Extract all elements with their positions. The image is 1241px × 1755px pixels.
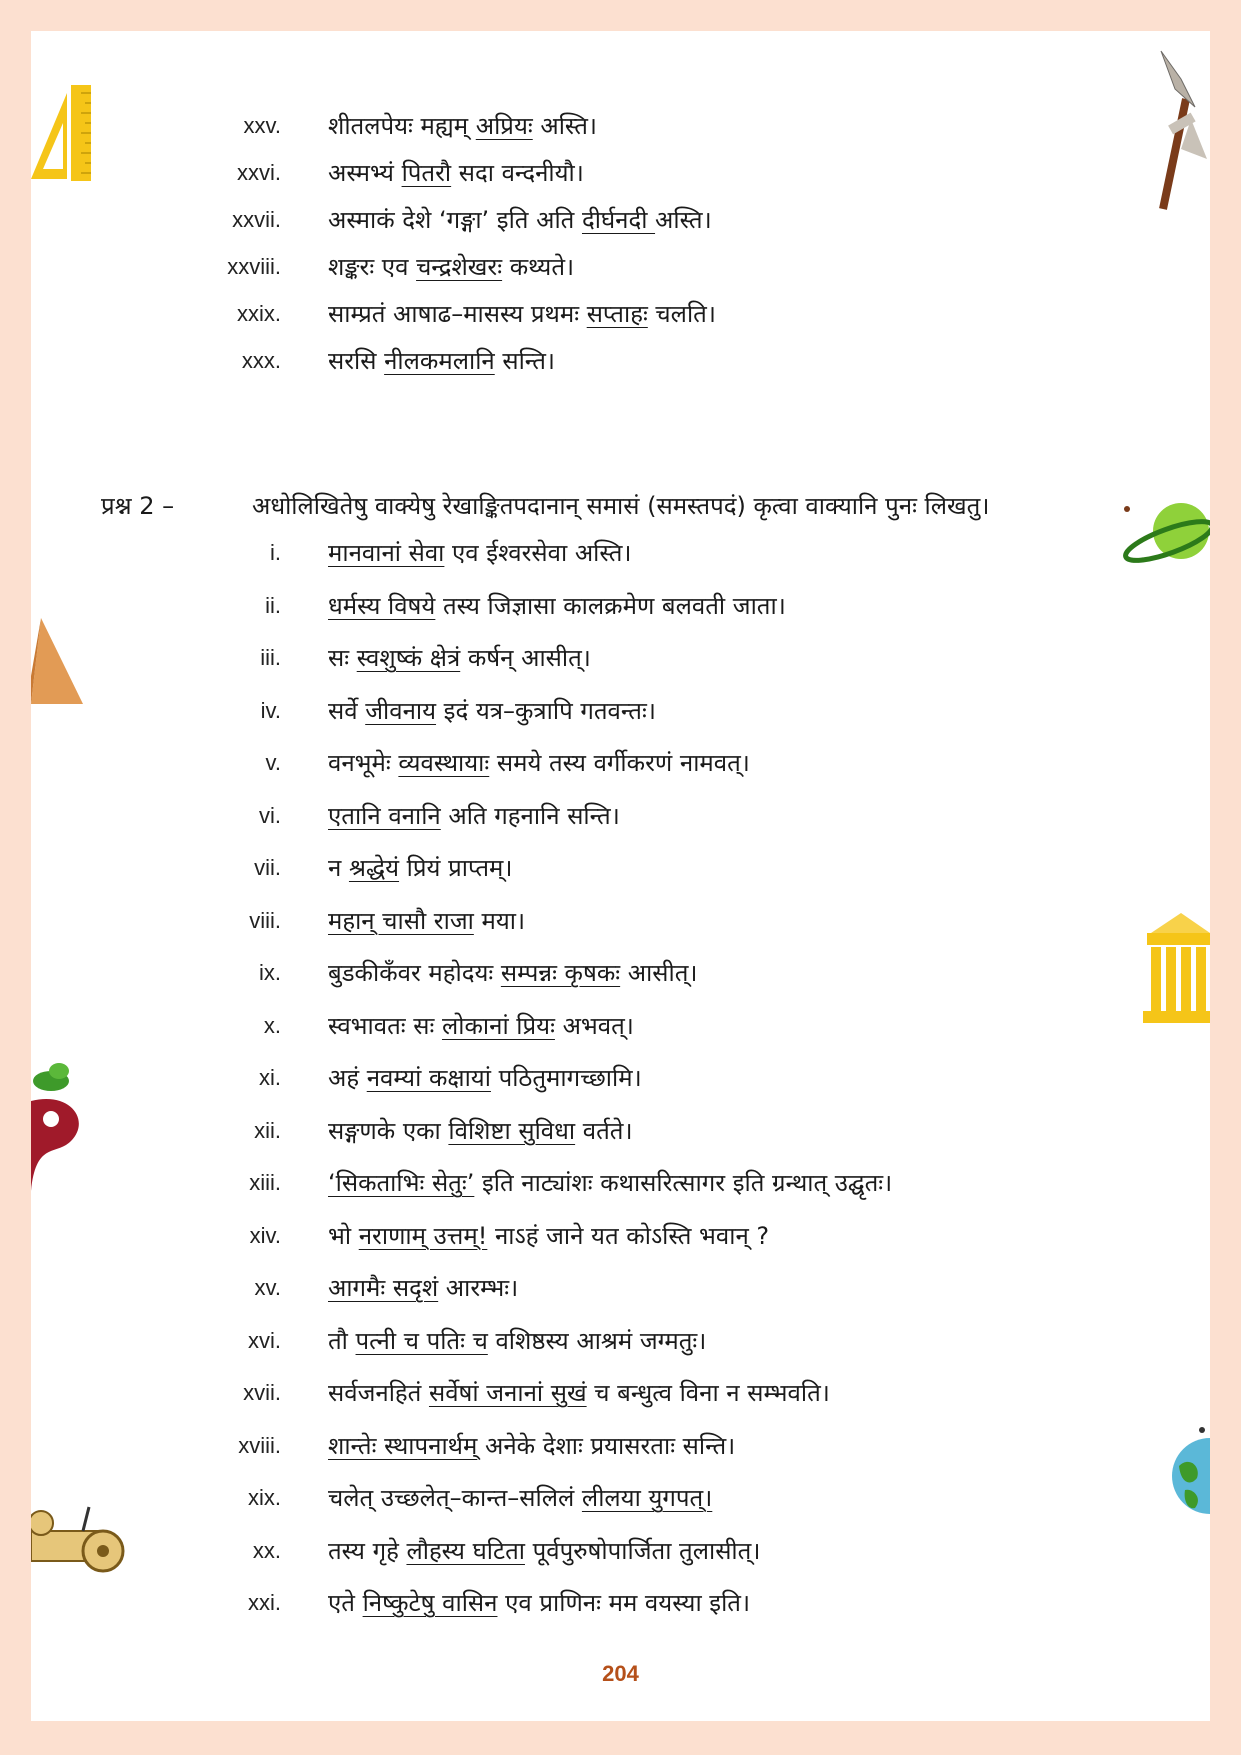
sentence-text xyxy=(328,341,555,381)
plain-phrase: एव प्राणिनः मम वयस्या इति। xyxy=(497,1589,751,1617)
sentence-item xyxy=(31,796,1210,836)
item-number: xx. xyxy=(252,1537,281,1563)
sentence-item xyxy=(31,1531,1210,1571)
plain-phrase: वर्तते। xyxy=(575,1116,633,1145)
plain-phrase: वनभूमेः xyxy=(328,749,399,777)
plain-phrase: आरम्भः। xyxy=(438,1274,519,1302)
plain-phrase: सरसि xyxy=(328,347,385,375)
plain-phrase: सङ्गणके एका xyxy=(328,1116,449,1145)
underlined-phrase: लौहस्य घटिता xyxy=(406,1536,525,1565)
sentence-item xyxy=(31,153,1210,193)
item-number: vii. xyxy=(254,855,281,880)
underlined-phrase: व्यवस्थायाः xyxy=(398,749,490,777)
item-number: xxix. xyxy=(237,301,281,326)
plain-phrase: प्रियं प्राप्तम्। xyxy=(399,854,513,882)
sentence-text xyxy=(328,106,597,146)
sentence-item xyxy=(31,1006,1210,1046)
plain-phrase: अस्ति। xyxy=(532,112,598,140)
item-number: xxi. xyxy=(248,1590,281,1615)
question-heading xyxy=(31,486,1210,526)
plain-phrase: अभवत्। xyxy=(554,1011,634,1040)
plain-phrase: चलेत् उच्छलेत्–कान्त–सलिलं xyxy=(328,1484,582,1512)
plain-phrase: अहं xyxy=(328,1064,367,1092)
underlined-phrase: सर्वेषां जनानां सुखं xyxy=(428,1379,587,1407)
plain-phrase: एते xyxy=(328,1589,363,1617)
item-number: iv. xyxy=(260,697,281,723)
plain-phrase: पठितुमागच्छामि। xyxy=(490,1064,642,1092)
underlined-phrase: एतानि वनानि xyxy=(328,801,441,830)
item-number: ix. xyxy=(259,960,281,985)
question-label: प्रश्न 2 – xyxy=(101,492,175,520)
sentence-item xyxy=(31,953,1210,993)
underlined-phrase: लीलया युगपत्। xyxy=(581,1484,713,1512)
underlined-phrase: लोकानां प्रियः xyxy=(441,1011,555,1040)
sentence-text xyxy=(328,153,584,193)
sentence-item xyxy=(31,1583,1210,1623)
sentence-text xyxy=(328,953,698,993)
plain-phrase: सर्वजनहितं xyxy=(328,1379,429,1407)
sentence-item xyxy=(31,1478,1210,1518)
sentence-item xyxy=(31,1426,1210,1466)
sentence-item xyxy=(31,1111,1210,1151)
sentence-text xyxy=(328,1321,706,1361)
underlined-phrase: जीवनाय xyxy=(365,696,437,725)
plain-phrase: अस्मभ्यं xyxy=(328,159,402,187)
plain-phrase: वशिष्ठस्य आश्रमं जग्मतुः। xyxy=(487,1326,707,1355)
underlined-phrase: चन्द्रशेखरः xyxy=(416,253,503,281)
plain-phrase: एव ईश्वरसेवा अस्ति। xyxy=(444,539,632,567)
sentence-item xyxy=(31,1163,1210,1203)
item-number: v. xyxy=(265,750,281,775)
item-number: iii. xyxy=(260,645,281,670)
sentence-text xyxy=(328,1006,634,1046)
plain-phrase: बुडकीकँवर महोदयः xyxy=(328,959,501,987)
underlined-phrase: सप्ताहः xyxy=(586,300,648,328)
plain-phrase: सर्वे xyxy=(328,696,366,725)
item-number: xviii. xyxy=(238,1432,281,1458)
sentence-item xyxy=(31,1373,1210,1413)
sentence-text xyxy=(328,1268,518,1308)
underlined-phrase: स्वशुष्कं क्षेत्रं xyxy=(356,644,461,672)
underlined-phrase: श्रद्धेयं xyxy=(348,854,400,882)
underlined-phrase: ‘सिकताभिः सेतुः’ xyxy=(328,1169,475,1197)
underlined-phrase: पितरौ xyxy=(401,159,452,187)
item-number: xiv. xyxy=(249,1222,281,1248)
underlined-phrase: सम्पन्नः कृषकः xyxy=(500,959,621,987)
item-number: xxv. xyxy=(243,113,281,138)
plain-phrase: कथ्यते। xyxy=(502,253,575,281)
underlined-phrase: नवम्यां कक्षायां xyxy=(366,1064,491,1092)
underlined-phrase: आगमैः सदृशं xyxy=(328,1274,439,1302)
sentence-item xyxy=(31,247,1210,287)
item-number: xxvii. xyxy=(232,207,281,232)
plain-phrase: शङ्करः एव xyxy=(328,253,417,281)
sentence-text xyxy=(328,200,712,240)
sentence-text xyxy=(328,1111,633,1151)
plain-phrase: स्वभावतः सः xyxy=(328,1011,442,1040)
plain-phrase: नाऽहं जाने यत कोऽस्ति भवान् ? xyxy=(487,1221,770,1250)
sentence-item xyxy=(31,1321,1210,1361)
sentence-text xyxy=(328,848,513,888)
underlined-phrase: निष्कुटेषु वासिन xyxy=(362,1589,498,1617)
item-number: xxx. xyxy=(241,348,281,373)
plain-phrase: आसीत्। xyxy=(620,959,698,987)
item-number: vi. xyxy=(259,802,281,828)
plain-phrase: शीतलपेयः मह्यम् xyxy=(328,112,476,140)
item-number: xv. xyxy=(254,1275,281,1300)
item-number: xxviii. xyxy=(227,254,281,279)
plain-phrase: तस्य जिज्ञासा कालक्रमेण बलवती जाता। xyxy=(435,591,786,620)
sentence-item xyxy=(31,848,1210,888)
plain-phrase: सदा वन्दनीयौ। xyxy=(451,159,584,187)
underlined-phrase: धर्मस्य विषये xyxy=(328,591,436,620)
plain-phrase: तस्य गृहे xyxy=(328,1536,407,1565)
sentence-text xyxy=(328,1163,892,1203)
sentence-item xyxy=(31,294,1210,334)
sentence-item xyxy=(31,1058,1210,1098)
item-number: i. xyxy=(270,540,281,565)
sentence-text xyxy=(328,1583,750,1623)
plain-phrase: कर्षन् आसीत्। xyxy=(460,644,591,672)
sentence-item xyxy=(31,743,1210,783)
underlined-phrase: पत्नी च पतिः च xyxy=(355,1326,488,1355)
plain-phrase: सन्ति। xyxy=(494,347,555,375)
sentence-item xyxy=(31,638,1210,678)
sentence-item xyxy=(31,341,1210,381)
item-number: ii. xyxy=(265,592,281,618)
sentence-text xyxy=(328,1058,642,1098)
sentence-text xyxy=(328,901,525,941)
item-number: viii. xyxy=(249,907,281,933)
underlined-phrase: मानवानां सेवा xyxy=(328,539,445,567)
item-number: xvi. xyxy=(248,1327,281,1353)
plain-phrase: पूर्वपुरुषोपार्जिता तुलासीत्। xyxy=(524,1536,761,1565)
item-number: xix. xyxy=(248,1485,281,1510)
item-number: xiii. xyxy=(249,1170,281,1195)
sentence-text xyxy=(328,1531,760,1571)
plain-phrase: साम्प्रतं आषाढ–मासस्य प्रथमः xyxy=(328,300,587,328)
sentence-text xyxy=(328,1216,769,1256)
sentence-text xyxy=(328,533,632,573)
underlined-phrase: नराणाम् उत्तम्! xyxy=(358,1221,488,1250)
underlined-phrase: विशिष्टा सुविधा xyxy=(448,1116,576,1145)
sentence-text xyxy=(328,247,574,287)
sentence-text xyxy=(328,1373,830,1413)
sentence-item xyxy=(31,901,1210,941)
underlined-phrase: अप्रियः xyxy=(475,112,533,140)
sentence-item xyxy=(31,533,1210,573)
plain-phrase: अति गहनानि सन्ति। xyxy=(440,801,620,830)
sentence-text xyxy=(328,586,786,626)
underlined-phrase: नीलकमलानि xyxy=(384,347,495,375)
sentence-item xyxy=(31,1268,1210,1308)
page-number: 204 xyxy=(602,1661,639,1686)
sentence-item xyxy=(31,200,1210,240)
underlined-phrase: महान् चासौ राजा xyxy=(328,906,474,935)
plain-phrase: अनेके देशाः प्रयासरताः सन्ति। xyxy=(477,1431,736,1460)
plain-phrase: इदं यत्र–कुत्रापि गतवन्तः। xyxy=(436,696,656,725)
sentence-text xyxy=(328,796,620,836)
sentence-text xyxy=(328,294,716,334)
plain-phrase: समये तस्य वर्गीकरणं नामवत्। xyxy=(489,749,750,777)
item-number: x. xyxy=(263,1012,281,1038)
sentence-text xyxy=(328,743,750,783)
plain-phrase: सः xyxy=(328,644,357,672)
item-number: xvii. xyxy=(243,1380,281,1405)
item-number: xxvi. xyxy=(237,160,281,185)
textbook-page xyxy=(31,31,1210,1721)
plain-phrase: चलति। xyxy=(647,300,716,328)
question-instruction: अधोलिखितेषु वाक्येषु रेखाङ्कितपदानान् समासं (समस्तपदं) कृत्वा वाक्यानि पुनः लिखतु। xyxy=(252,492,990,520)
plain-phrase: अस्माकं देशे ‘गङ्गा’ इति अति xyxy=(328,206,582,234)
underlined-phrase: शान्तेः स्थापनार्थम् xyxy=(328,1431,478,1460)
sentence-item xyxy=(31,1216,1210,1256)
plain-phrase: भो xyxy=(328,1221,359,1250)
plain-phrase: इति नाट्यांशः कथासरित्सागर इति ग्रन्थात् उद्घृतः। xyxy=(474,1169,893,1197)
sentence-item xyxy=(31,691,1210,731)
sentence-item xyxy=(31,106,1210,146)
plain-phrase: तौ xyxy=(328,1326,356,1355)
item-number: xii. xyxy=(254,1117,281,1143)
plain-phrase: च बन्धुत्व विना न सम्भवति। xyxy=(586,1379,830,1407)
item-number: xi. xyxy=(259,1065,281,1090)
sentence-text xyxy=(328,1478,712,1518)
underlined-phrase: दीर्घनदी xyxy=(581,206,656,234)
plain-phrase: न xyxy=(328,854,349,882)
sentence-text xyxy=(328,691,656,731)
sentence-item xyxy=(31,586,1210,626)
plain-phrase: अस्ति। xyxy=(655,206,712,234)
plain-phrase: मया। xyxy=(473,906,526,935)
sentence-text xyxy=(328,638,591,678)
sentence-text xyxy=(328,1426,735,1466)
